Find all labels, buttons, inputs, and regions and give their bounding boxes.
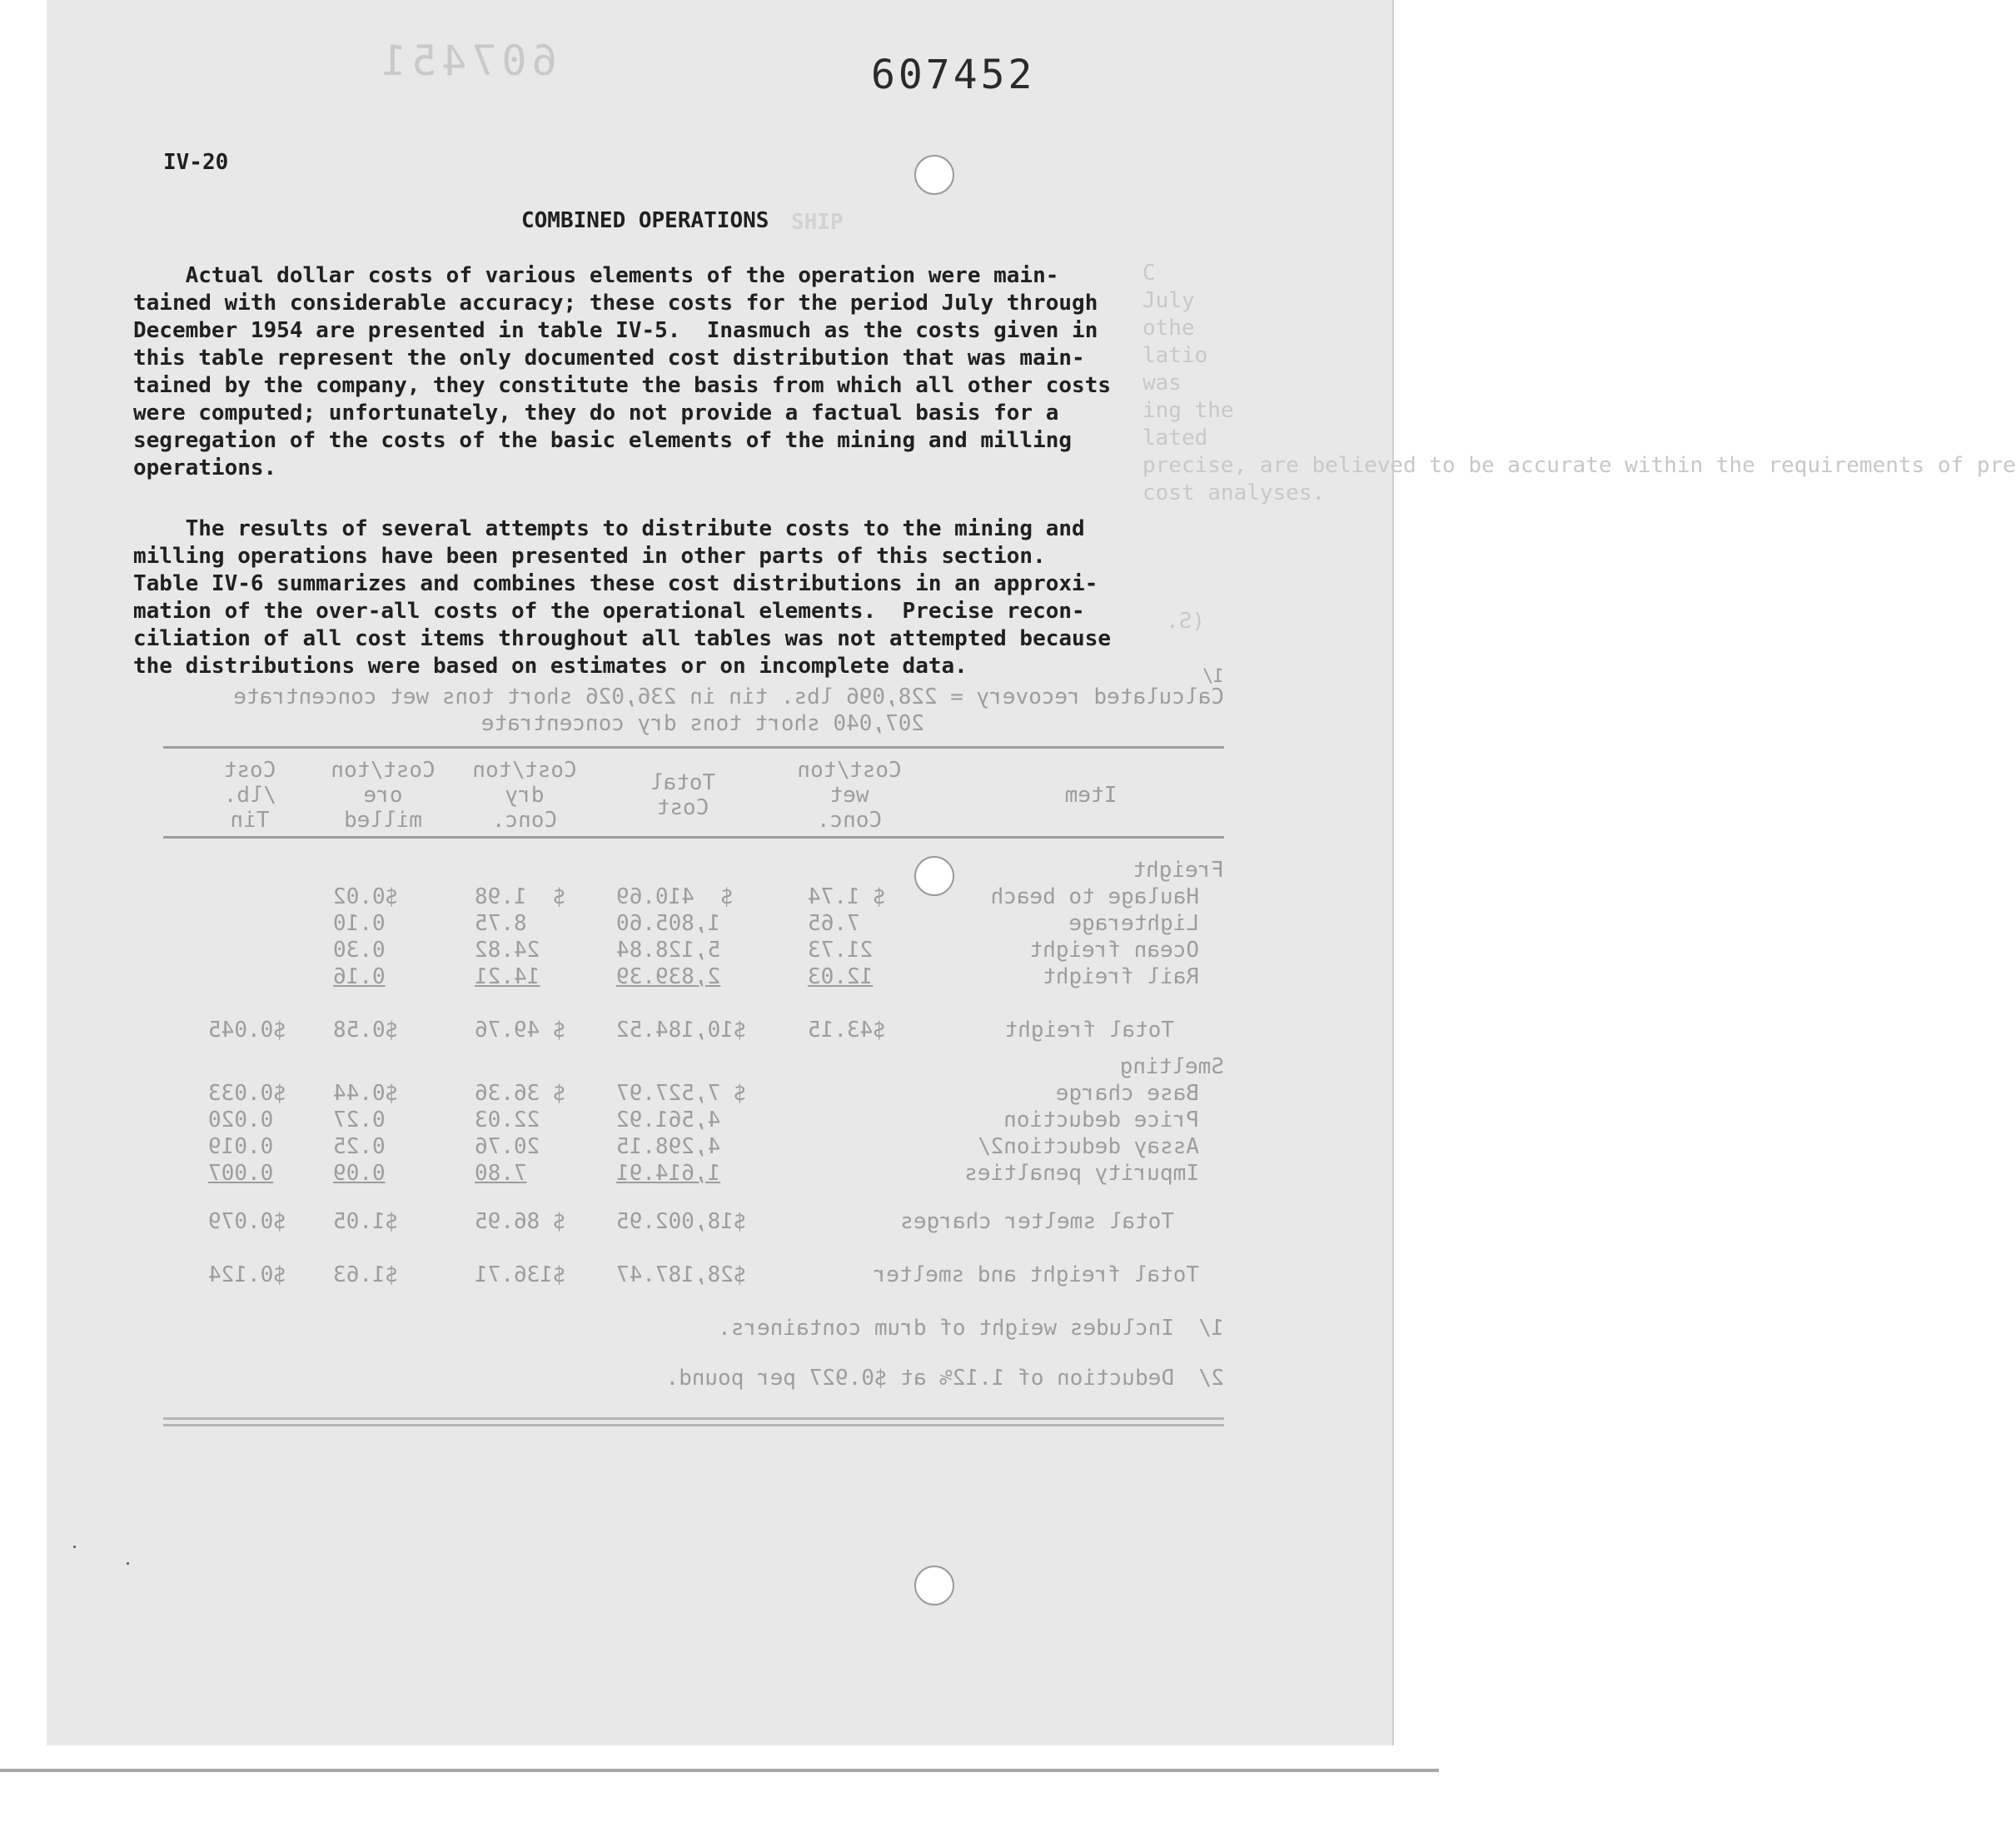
paragraph-2: The results of several attempts to distribute costs to the mining and milling operations have been presented in other parts of this section. Table IV-6 summarizes and combines these cost distributions in an approxi- mation of the over-all costs of the operational elements. Precise recon- ciliation of all cost items throughout all tables was not attempted because the distributions were based on estimates or on incomplete data. — [133, 516, 1111, 679]
column-header-cost-lb: Cost /lb. Tin — [223, 758, 276, 833]
row-total-cost: $10,184.52 — [616, 1018, 747, 1043]
footnote-mark: 1/ — [1197, 1316, 1224, 1341]
row-cost-ore: $1.63 — [333, 1262, 399, 1287]
row-cost-ore: 0.16 — [333, 964, 386, 989]
binder-hole-bottom — [914, 1566, 954, 1605]
row-cost-ore: 0.09 — [333, 1161, 386, 1186]
row-item: Lighterage — [1068, 911, 1199, 936]
show-through-note-mark: 1/ — [1202, 666, 1224, 687]
ghost-margin-text: C July othe latio was ing the lated precise, are believed to be accurate within the requirements of pre cost analyses. — [1142, 261, 2016, 505]
table-bottom-rule-2 — [163, 1424, 1224, 1426]
column-header-cost-dry: Cost/ton dry Conc. — [472, 758, 577, 833]
row-cost-wet: $43.15 — [808, 1018, 886, 1043]
paragraph-1: Actual dollar costs of various elements of the operation were main- tained with considerable accuracy; these costs for the period July through December 1954 are presented in table IV-5. Inasmuch as the costs given in this table represent the only documented cost distribution that was main- tained by the company, they constitute the basis from which all other costs were computed; unfortunately, they do not provide a factual basis for a segregation of the costs of the basic elements of the mining and milling operations. — [133, 263, 1111, 480]
row-cost-ore: $0.44 — [333, 1081, 399, 1106]
row-cost-dry: 24.82 — [475, 938, 540, 963]
row-cost-lb: $0.045 — [208, 1018, 286, 1043]
show-through-note-line-1: Calculated recovery = 228,096 lbs. tin in 236,026 short tons wet concentrate — [233, 685, 1224, 709]
row-cost-lb: 0.020 — [208, 1108, 274, 1133]
row-cost-dry: $ 86.95 — [475, 1209, 566, 1234]
row-item: Base charge — [1055, 1081, 1199, 1106]
row-cost-dry: $ 36.36 — [475, 1081, 566, 1106]
row-cost-wet: 7.65 — [808, 911, 860, 936]
row-item: Total freight — [1004, 1018, 1174, 1043]
row-cost-dry: 8.75 — [475, 911, 527, 936]
footnote-text: Deduction of 1.12% at $0.927 per pound. — [665, 1366, 1174, 1391]
row-total-cost: 2,839.39 — [616, 964, 721, 989]
show-through-note-line-2: 207,040 short tons dry concentrate — [480, 711, 924, 736]
row-item: Impurity penalties — [964, 1161, 1199, 1186]
row-cost-lb: $0.124 — [208, 1262, 286, 1287]
row-cost-dry: 20.76 — [475, 1134, 540, 1159]
footnote-text: Includes weight of drum containers. — [718, 1316, 1174, 1341]
row-cost-ore: $1.05 — [333, 1209, 399, 1234]
row-cost-lb: $0.033 — [208, 1081, 286, 1106]
row-cost-dry: $136.71 — [475, 1262, 566, 1287]
table-top-rule — [163, 746, 1224, 749]
row-cost-dry: 22.03 — [475, 1108, 540, 1133]
show-through-table — [163, 666, 1224, 1474]
row-cost-lb: 0.019 — [208, 1134, 274, 1159]
column-header-cost-wet: Cost/ton wet Conc. — [797, 758, 902, 833]
row-cost-ore: 0.30 — [333, 938, 386, 963]
row-item: Assay deduction2/ — [977, 1134, 1199, 1159]
row-item: Ocean freight — [1029, 938, 1199, 963]
row-item: Total freight and smelter — [873, 1262, 1199, 1287]
footnote-mark: 2/ — [1197, 1366, 1224, 1391]
row-cost-ore: 0.25 — [333, 1134, 386, 1159]
row-item: Price deduction — [1003, 1108, 1199, 1133]
ghost-left-fragment: (S. — [1166, 609, 1205, 634]
row-cost-ore: 0.27 — [333, 1108, 386, 1133]
ghost-title: SHIP — [791, 210, 844, 235]
smelting-heading: Smelting — [1119, 1054, 1224, 1079]
document-number: 607452 — [871, 52, 1036, 98]
row-cost-lb: 0.007 — [208, 1161, 274, 1186]
row-cost-lb: $0.079 — [208, 1209, 286, 1234]
row-cost-ore: $0.58 — [333, 1018, 399, 1043]
column-header-cost-ore: Cost/ton ore milled — [331, 758, 436, 833]
freight-heading: Freight — [1132, 858, 1224, 883]
row-cost-wet: 21.73 — [808, 938, 874, 963]
row-total-cost: 4,561.92 — [616, 1108, 721, 1133]
row-item: Haulage to beach — [990, 884, 1199, 909]
row-total-cost: $28,187.47 — [616, 1262, 747, 1287]
table-bottom-rule-1 — [163, 1417, 1224, 1420]
row-total-cost: $ 7,527.97 — [616, 1081, 747, 1106]
row-total-cost: 1,614.91 — [616, 1161, 721, 1186]
row-cost-wet: 12.03 — [808, 964, 874, 989]
column-header-total-cost: Total Cost — [650, 770, 716, 820]
faded-stamp-number: 607451 — [376, 37, 557, 85]
row-total-cost: 5,128.84 — [616, 938, 721, 963]
row-total-cost: 4,298.15 — [616, 1134, 721, 1159]
row-cost-dry: 7.80 — [475, 1161, 527, 1186]
row-item: Total smelter charges — [900, 1209, 1174, 1234]
row-cost-wet: $ 1.74 — [808, 884, 886, 909]
row-cost-dry: $ 49.76 — [475, 1018, 566, 1043]
page-title: COMBINED OPERATIONS — [521, 208, 769, 233]
binder-hole-top — [914, 155, 954, 195]
row-cost-dry: 14.21 — [475, 964, 540, 989]
page-id: IV-20 — [163, 150, 229, 175]
scan-bottom-edge — [0, 1769, 1439, 1772]
row-total-cost: $18,002.95 — [616, 1209, 747, 1234]
row-cost-ore: $0.02 — [333, 884, 399, 909]
speck — [127, 1562, 129, 1565]
row-cost-dry: $ 1.98 — [475, 884, 566, 909]
row-cost-ore: 0.10 — [333, 911, 386, 936]
header-bottom-rule — [163, 836, 1224, 839]
row-total-cost: 1,805.60 — [616, 911, 721, 936]
row-item: Rail freight — [1043, 964, 1199, 989]
speck — [73, 1546, 76, 1548]
column-header-item: Item — [1064, 783, 1118, 808]
row-total-cost: $ 410.69 — [616, 884, 734, 909]
